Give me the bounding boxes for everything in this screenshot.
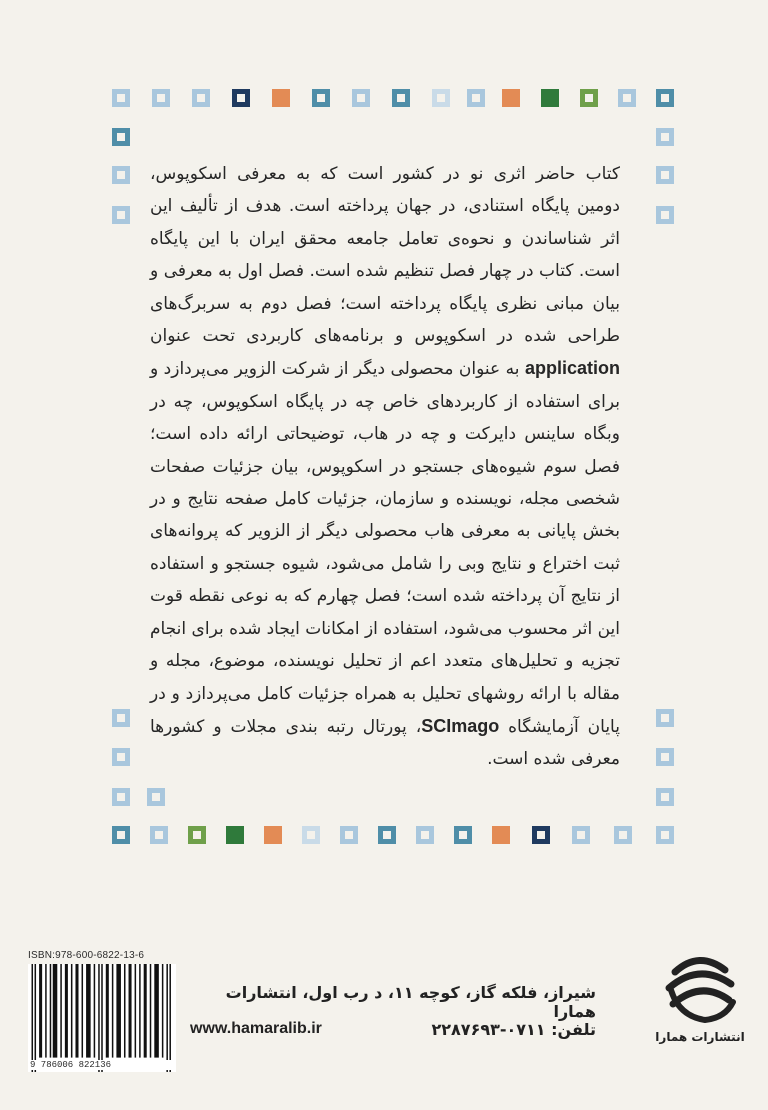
text-line: هاب، توضیحاتی ارائه داده است؛ فصل سوم شیوه‌های جستجو در [150, 424, 620, 477]
text-line: رتبه بندی مجلات و کشورها معرفی شده است. [150, 716, 620, 770]
text-line: دیگر از الزویر که پروانه‌های ثبت اختراع و نتایج وبی را شامل می‌شود، [150, 521, 620, 574]
border-square [656, 788, 674, 806]
border-square [416, 826, 434, 844]
border-square [618, 89, 636, 107]
border-square [112, 748, 130, 766]
phone-label: تلفن: [551, 1020, 596, 1039]
barcode-digits: 9 786006 822136 [28, 1060, 176, 1070]
text-latin-term: SCImago [421, 715, 500, 736]
text-line: جزئیات کامل صفحه نتایج و در بخش پایانی به معرفی هاب محصولی [150, 489, 620, 542]
border-square [112, 826, 130, 844]
border-square [152, 89, 170, 107]
border-square [112, 788, 130, 806]
border-square [656, 128, 674, 146]
text-line: برنامه‌های کاربردی تحت عنوان [150, 326, 384, 347]
border-square [232, 89, 250, 107]
border-square [532, 826, 550, 844]
border-square [112, 166, 130, 184]
border-square [572, 826, 590, 844]
border-square [492, 826, 510, 844]
text-line: پایگاه استنادی، در جهان پرداخته است. هدف از تألیف این اثر شناساندن [150, 196, 621, 249]
contact-row [190, 1020, 596, 1046]
text-line: جزئیات کامل می‌پردازد و در پایان آزمایشگاه [150, 683, 620, 737]
border-square [112, 128, 130, 146]
border-square [192, 89, 210, 107]
barcode-block [28, 950, 176, 1070]
text-line: دیگر از شرکت الزویر می‌پردازد و برای استفاده از کاربردهای خاص [150, 359, 620, 412]
barcode-icon [28, 964, 176, 1072]
border-square [580, 89, 598, 107]
text-line: ، پورتال [362, 716, 422, 737]
border-square [352, 89, 370, 107]
border-square [112, 206, 130, 224]
text-line: نویسنده، موضوع، مجله و مقاله با ارائه روشهای تحلیل به همراه [150, 651, 620, 704]
phone-number: ۰۷۱۱-۲۲۸۷۶۹۳ [431, 1020, 546, 1039]
border-square [656, 89, 674, 107]
publisher-address: شیراز، فلکه گاز، کوچه ۱۱، د رب اول، انتشارات همارا [225, 983, 596, 1021]
border-square [272, 89, 290, 107]
border-square [226, 826, 244, 844]
border-square [656, 826, 674, 844]
border-square [150, 826, 168, 844]
border-square [656, 709, 674, 727]
border-square [614, 826, 632, 844]
text-line: پرداخته است؛ فصل دوم به سربرگ‌های طراحی شده در اسکوپوس و [150, 293, 620, 347]
text-line: چه در پایگاه اسکوپوس، چه در وبگاه ساینس دایرکت و چه در [150, 391, 620, 445]
border-square [541, 89, 559, 107]
border-square [467, 89, 485, 107]
publisher-logo-icon [659, 946, 741, 1026]
border-square [502, 89, 520, 107]
text-line: شیوه جستجو و استفاده از نتایج آن پرداخته شده است؛ فصل چهارم [150, 553, 620, 607]
text-line: کتاب حاضر اثری نو در کشور است که به معرفی اسکوپوس، دومین [150, 164, 620, 217]
border-square [302, 826, 320, 844]
border-square [656, 206, 674, 224]
border-square [112, 89, 130, 107]
text-line: که به نوعی نقطه قوت این اثر محسوب می‌شود، استفاده از امکانات [150, 586, 620, 639]
border-square [112, 709, 130, 727]
border-square [656, 166, 674, 184]
border-square [264, 826, 282, 844]
border-square [656, 748, 674, 766]
text-latin-term: application [524, 358, 620, 379]
book-description [150, 158, 620, 776]
border-square [188, 826, 206, 844]
website-link[interactable]: www.hamaralib.ir [190, 1020, 322, 1037]
isbn-label: ISBN:978-600-6822-13-6 [28, 950, 145, 961]
text-line: ایجاد شده برای انجام تجزیه و تحلیل‌های متعدد اعم از تحلیل [150, 618, 621, 672]
border-square [432, 89, 450, 107]
border-square [340, 826, 358, 844]
border-square [392, 89, 410, 107]
text-line: اسکوپوس، بیان جزئیات صفحات شخصی مجله، نویسنده و سازمان، [150, 456, 620, 510]
border-square [378, 826, 396, 844]
border-square [312, 89, 330, 107]
text-line: و نحوه‌ی تعامل جامعه محقق ایران با این پایگاه است. کتاب در چهار [150, 228, 620, 282]
phone [432, 1020, 597, 1039]
text-line: به عنوان محصولی [390, 359, 520, 380]
publisher-logo-label: انتشارات همارا [655, 1030, 745, 1044]
border-square [454, 826, 472, 844]
text-line: فصل تنظیم شده است. فصل اول به معرفی و بیان مبانی نظری پایگاه [150, 261, 620, 314]
border-square [147, 788, 165, 806]
